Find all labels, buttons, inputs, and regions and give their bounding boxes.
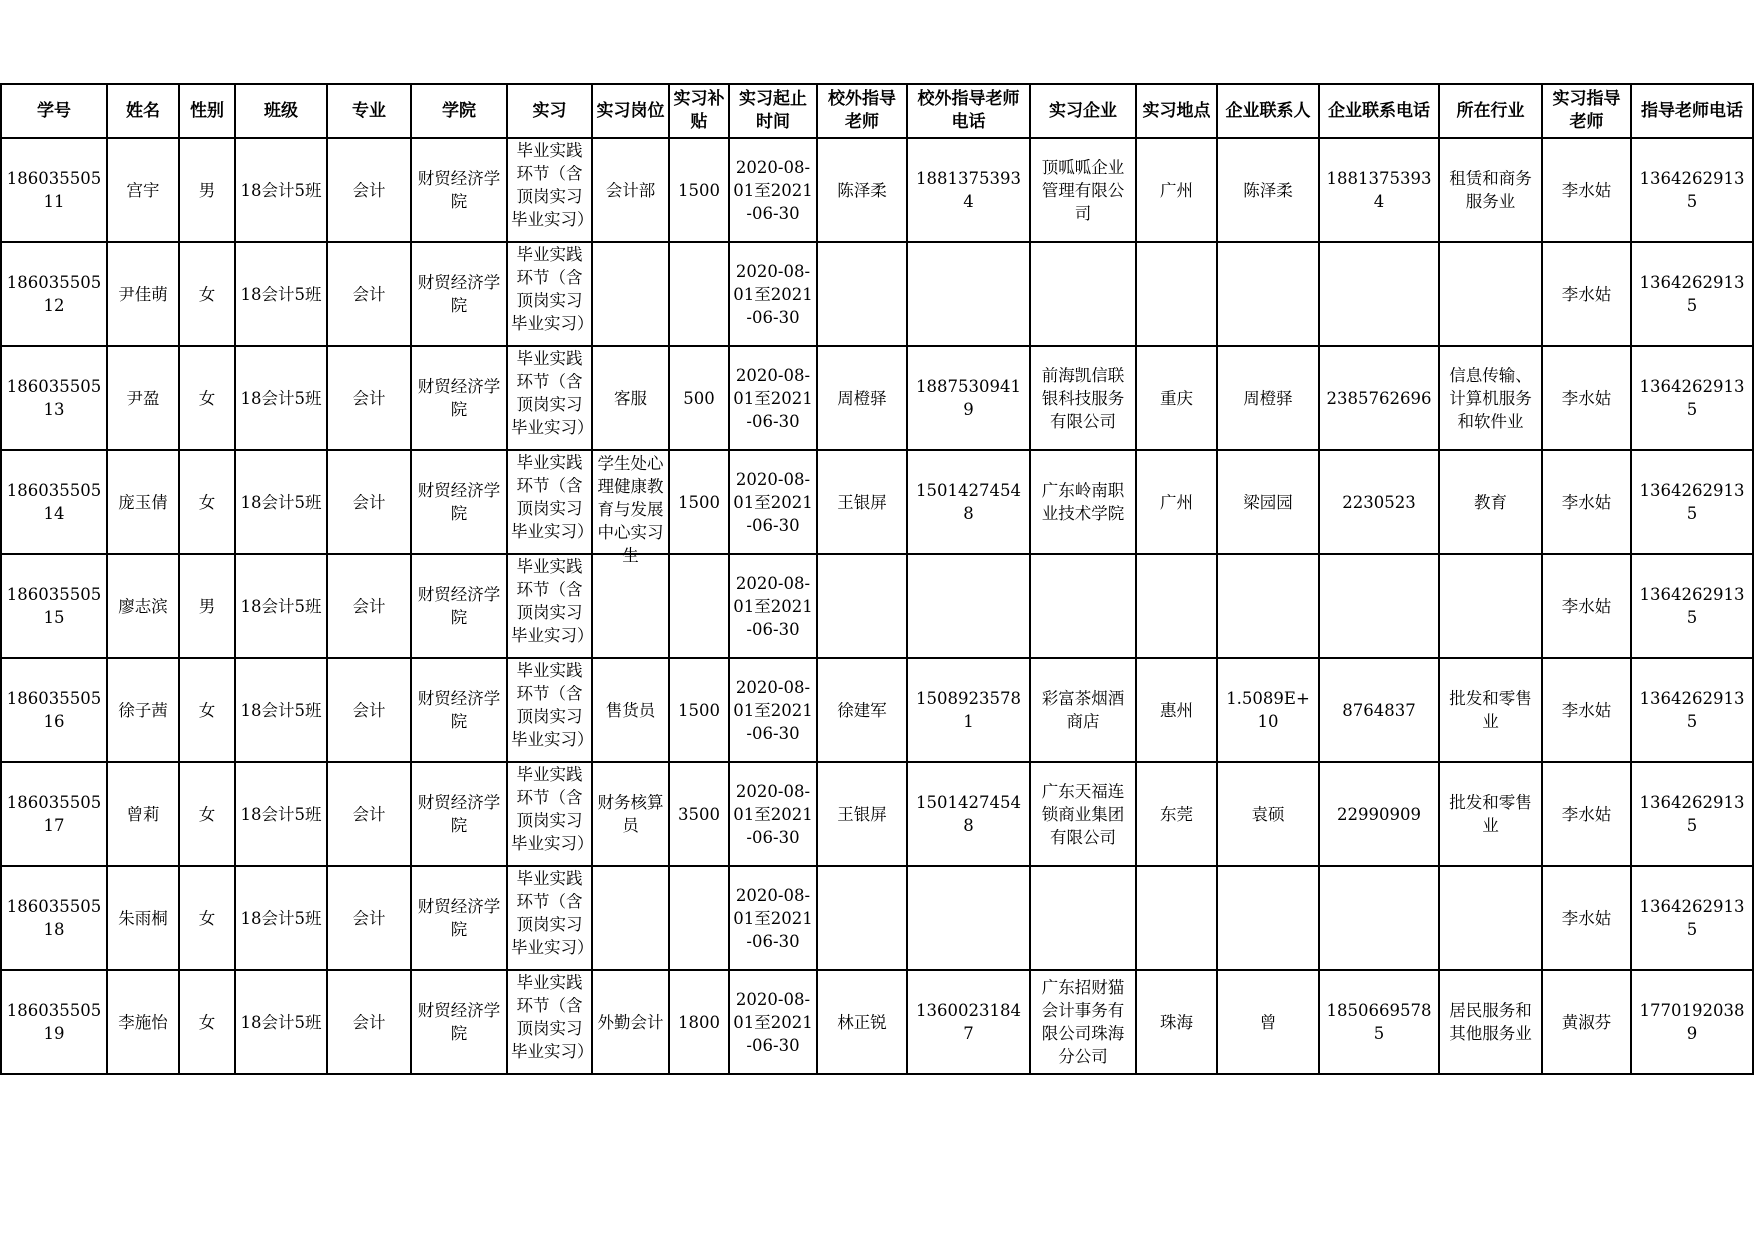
cell-college: 财贸经济学院 — [411, 866, 507, 970]
cell-industry — [1439, 866, 1542, 970]
cell-subsidy — [669, 242, 729, 346]
cell-subsidy: 3500 — [669, 762, 729, 866]
cell-period: 2020-08-01至2021-06-30 — [729, 970, 817, 1074]
column-header-position: 实习岗位 — [592, 84, 669, 138]
cell-location: 重庆 — [1136, 346, 1217, 450]
cell-text: 毕业实践环节（含顶岗实习毕业实习） — [511, 349, 594, 437]
cell-period: 2020-08-01至2021-06-30 — [729, 346, 817, 450]
cell-external-advisor-phone: 18875309419 — [907, 346, 1030, 450]
cell-external-advisor — [817, 242, 907, 346]
cell-college: 财贸经济学院 — [411, 138, 507, 242]
cell-advisor-phone: 13642629135 — [1631, 242, 1753, 346]
cell-company-contact — [1217, 554, 1319, 658]
cell-gender: 女 — [179, 762, 235, 866]
cell-company-contact: 周橙驿 — [1217, 346, 1319, 450]
cell-company-phone — [1319, 866, 1439, 970]
cell-position — [592, 658, 669, 762]
cell-name: 尹佳萌 — [107, 242, 179, 346]
column-header-class: 班级 — [235, 84, 327, 138]
cell-external-advisor: 陈泽柔 — [817, 138, 907, 242]
cell-advisor-phone: 13642629135 — [1631, 554, 1753, 658]
cell-subsidy: 1500 — [669, 658, 729, 762]
cell-major: 会计 — [327, 658, 411, 762]
cell-text: 毕业实践环节（含顶岗实习毕业实习） — [511, 245, 594, 333]
cell-name: 廖志滨 — [107, 554, 179, 658]
cell-company: 顶呱呱企业管理有限公司 — [1030, 138, 1136, 242]
cell-external-advisor-phone: 15014274548 — [907, 762, 1030, 866]
cell-student-id: 18603550516 — [1, 658, 107, 762]
table-row — [1, 346, 1753, 450]
cell-external-advisor — [817, 554, 907, 658]
cell-major: 会计 — [327, 346, 411, 450]
cell-class: 18会计5班 — [235, 658, 327, 762]
cell-advisor-phone: 13642629135 — [1631, 762, 1753, 866]
cell-class: 18会计5班 — [235, 762, 327, 866]
cell-external-advisor: 徐建军 — [817, 658, 907, 762]
cell-advisor-phone: 13642629135 — [1631, 450, 1753, 554]
table-row — [1, 242, 1753, 346]
cell-company-phone: 18506695785 — [1319, 970, 1439, 1074]
cell-class: 18会计5班 — [235, 346, 327, 450]
cell-major: 会计 — [327, 970, 411, 1074]
table-row — [1, 970, 1753, 1074]
cell-advisor-phone: 13642629135 — [1631, 658, 1753, 762]
cell-subsidy: 1800 — [669, 970, 729, 1074]
column-header-major: 专业 — [327, 84, 411, 138]
cell-text: 会计部 — [605, 180, 656, 200]
column-header-internship-advisor: 实习指导老师 — [1542, 84, 1631, 138]
cell-major: 会计 — [327, 866, 411, 970]
cell-position — [592, 866, 669, 970]
cell-internship — [507, 866, 592, 970]
cell-gender: 女 — [179, 450, 235, 554]
cell-text: 毕业实践环节（含顶岗实习毕业实习） — [511, 453, 594, 541]
column-header-internship: 实习 — [507, 84, 592, 138]
header-row — [1, 84, 1753, 138]
cell-gender: 女 — [179, 242, 235, 346]
cell-internship — [507, 138, 592, 242]
cell-gender: 男 — [179, 138, 235, 242]
cell-period: 2020-08-01至2021-06-30 — [729, 554, 817, 658]
cell-advisor-phone: 13642629135 — [1631, 866, 1753, 970]
cell-company: 前海凯信联银科技服务有限公司 — [1030, 346, 1136, 450]
cell-internship — [507, 970, 592, 1074]
cell-external-advisor-phone: 15014274548 — [907, 450, 1030, 554]
cell-name: 庞玉倩 — [107, 450, 179, 554]
cell-name: 李施怡 — [107, 970, 179, 1074]
cell-college: 财贸经济学院 — [411, 346, 507, 450]
cell-external-advisor-phone: 13600231847 — [907, 970, 1030, 1074]
cell-company-phone — [1319, 554, 1439, 658]
table-header — [1, 84, 1753, 138]
cell-text: 毕业实践环节（含顶岗实习毕业实习） — [511, 973, 594, 1061]
cell-major: 会计 — [327, 138, 411, 242]
cell-college: 财贸经济学院 — [411, 242, 507, 346]
cell-name: 宫宇 — [107, 138, 179, 242]
cell-period: 2020-08-01至2021-06-30 — [729, 866, 817, 970]
cell-name: 朱雨桐 — [107, 866, 179, 970]
cell-internship — [507, 450, 592, 554]
cell-location: 东莞 — [1136, 762, 1217, 866]
cell-text: 毕业实践环节（含顶岗实习毕业实习） — [511, 141, 594, 229]
cell-text: 售货员 — [605, 700, 656, 720]
cell-text: 毕业实践环节（含顶岗实习毕业实习） — [511, 869, 594, 957]
cell-company-phone: 8764837 — [1319, 658, 1439, 762]
cell-company: 彩富茶烟酒商店 — [1030, 658, 1136, 762]
cell-name: 曾莉 — [107, 762, 179, 866]
table-row — [1, 138, 1753, 242]
cell-position — [592, 346, 669, 450]
cell-location — [1136, 242, 1217, 346]
cell-student-id: 18603550518 — [1, 866, 107, 970]
cell-period: 2020-08-01至2021-06-30 — [729, 762, 817, 866]
cell-internship-advisor: 李水姑 — [1542, 242, 1631, 346]
cell-internship — [507, 242, 592, 346]
cell-external-advisor: 王银屏 — [817, 450, 907, 554]
cell-major: 会计 — [327, 242, 411, 346]
cell-internship-advisor: 李水姑 — [1542, 346, 1631, 450]
cell-advisor-phone: 17701920389 — [1631, 970, 1753, 1074]
cell-text: 学生处心理健康教育与发展中心实习生 — [597, 454, 664, 565]
cell-company — [1030, 866, 1136, 970]
internship-table — [0, 83, 1754, 1075]
cell-gender: 女 — [179, 866, 235, 970]
cell-college: 财贸经济学院 — [411, 970, 507, 1074]
cell-text: 外勤会计 — [597, 1012, 664, 1032]
cell-advisor-phone: 13642629135 — [1631, 138, 1753, 242]
cell-external-advisor — [817, 866, 907, 970]
cell-subsidy: 1500 — [669, 450, 729, 554]
cell-external-advisor-phone: 15089235781 — [907, 658, 1030, 762]
cell-company: 广东招财猫会计事务有限公司珠海分公司 — [1030, 970, 1136, 1074]
cell-period: 2020-08-01至2021-06-30 — [729, 658, 817, 762]
cell-company-contact: 曾 — [1217, 970, 1319, 1074]
cell-subsidy: 500 — [669, 346, 729, 450]
cell-external-advisor-phone — [907, 242, 1030, 346]
column-header-industry: 所在行业 — [1439, 84, 1542, 138]
cell-class: 18会计5班 — [235, 138, 327, 242]
cell-industry: 批发和零售业 — [1439, 658, 1542, 762]
column-header-location: 实习地点 — [1136, 84, 1217, 138]
cell-industry: 教育 — [1439, 450, 1542, 554]
cell-college: 财贸经济学院 — [411, 450, 507, 554]
cell-class: 18会计5班 — [235, 970, 327, 1074]
cell-company-contact: 袁硕 — [1217, 762, 1319, 866]
cell-college: 财贸经济学院 — [411, 762, 507, 866]
cell-external-advisor-phone — [907, 554, 1030, 658]
cell-college: 财贸经济学院 — [411, 554, 507, 658]
cell-student-id: 18603550515 — [1, 554, 107, 658]
cell-location: 惠州 — [1136, 658, 1217, 762]
cell-company — [1030, 242, 1136, 346]
cell-internship-advisor: 李水姑 — [1542, 138, 1631, 242]
cell-external-advisor: 周橙驿 — [817, 346, 907, 450]
cell-internship-advisor: 李水姑 — [1542, 450, 1631, 554]
cell-college: 财贸经济学院 — [411, 658, 507, 762]
cell-company-contact — [1217, 866, 1319, 970]
table-row — [1, 658, 1753, 762]
cell-industry: 信息传输、计算机服务和软件业 — [1439, 346, 1542, 450]
column-header-college: 学院 — [411, 84, 507, 138]
cell-gender: 女 — [179, 658, 235, 762]
column-header-gender: 性别 — [179, 84, 235, 138]
cell-name: 尹盈 — [107, 346, 179, 450]
cell-student-id: 18603550513 — [1, 346, 107, 450]
cell-location: 广州 — [1136, 138, 1217, 242]
cell-internship-advisor: 李水姑 — [1542, 658, 1631, 762]
column-header-company-contact: 企业联系人 — [1217, 84, 1319, 138]
column-header-external-advisor: 校外指导老师 — [817, 84, 907, 138]
cell-company-contact: 陈泽柔 — [1217, 138, 1319, 242]
cell-name: 徐子茜 — [107, 658, 179, 762]
cell-external-advisor-phone: 18813753934 — [907, 138, 1030, 242]
cell-industry: 批发和零售业 — [1439, 762, 1542, 866]
cell-position — [592, 138, 669, 242]
cell-major: 会计 — [327, 762, 411, 866]
cell-student-id: 18603550519 — [1, 970, 107, 1074]
cell-internship — [507, 762, 592, 866]
cell-company-phone: 2385762696 — [1319, 346, 1439, 450]
cell-text: 财务核算员 — [597, 793, 664, 835]
cell-company-contact — [1217, 242, 1319, 346]
cell-industry — [1439, 554, 1542, 658]
table-row — [1, 450, 1753, 554]
cell-gender: 男 — [179, 554, 235, 658]
cell-company — [1030, 554, 1136, 658]
cell-industry — [1439, 242, 1542, 346]
cell-class: 18会计5班 — [235, 554, 327, 658]
cell-period: 2020-08-01至2021-06-30 — [729, 138, 817, 242]
column-header-company: 实习企业 — [1030, 84, 1136, 138]
cell-gender: 女 — [179, 346, 235, 450]
cell-class: 18会计5班 — [235, 242, 327, 346]
cell-industry: 居民服务和其他服务业 — [1439, 970, 1542, 1074]
cell-subsidy — [669, 866, 729, 970]
cell-location: 广州 — [1136, 450, 1217, 554]
cell-company-phone: 2230523 — [1319, 450, 1439, 554]
cell-location — [1136, 866, 1217, 970]
cell-student-id: 18603550511 — [1, 138, 107, 242]
cell-position — [592, 970, 669, 1074]
cell-internship-advisor: 李水姑 — [1542, 866, 1631, 970]
table-row — [1, 762, 1753, 866]
cell-text: 毕业实践环节（含顶岗实习毕业实习） — [511, 765, 594, 853]
cell-company-contact: 梁园园 — [1217, 450, 1319, 554]
cell-company-contact: 1.5089E+10 — [1217, 658, 1319, 762]
cell-company: 广东天福连锁商业集团有限公司 — [1030, 762, 1136, 866]
cell-company: 广东岭南职业技术学院 — [1030, 450, 1136, 554]
cell-position — [592, 762, 669, 866]
cell-location — [1136, 554, 1217, 658]
cell-student-id: 18603550514 — [1, 450, 107, 554]
column-header-student-id: 学号 — [1, 84, 107, 138]
cell-location: 珠海 — [1136, 970, 1217, 1074]
cell-internship-advisor: 李水姑 — [1542, 762, 1631, 866]
cell-company-phone: 22990909 — [1319, 762, 1439, 866]
cell-internship-advisor: 黄淑芬 — [1542, 970, 1631, 1074]
cell-text: 毕业实践环节（含顶岗实习毕业实习） — [511, 557, 594, 645]
column-header-subsidy: 实习补贴 — [669, 84, 729, 138]
column-header-period: 实习起止时间 — [729, 84, 817, 138]
cell-internship — [507, 554, 592, 658]
cell-subsidy: 1500 — [669, 138, 729, 242]
column-header-advisor-phone: 指导老师电话 — [1631, 84, 1753, 138]
cell-external-advisor-phone — [907, 866, 1030, 970]
cell-text: 毕业实践环节（含顶岗实习毕业实习） — [511, 661, 594, 749]
cell-period: 2020-08-01至2021-06-30 — [729, 450, 817, 554]
table-body — [1, 138, 1753, 1074]
cell-internship — [507, 346, 592, 450]
cell-major: 会计 — [327, 450, 411, 554]
cell-internship-advisor: 李水姑 — [1542, 554, 1631, 658]
table-row — [1, 554, 1753, 658]
column-header-company-phone: 企业联系电话 — [1319, 84, 1439, 138]
cell-period: 2020-08-01至2021-06-30 — [729, 242, 817, 346]
cell-student-id: 18603550517 — [1, 762, 107, 866]
cell-industry: 租赁和商务服务业 — [1439, 138, 1542, 242]
cell-advisor-phone: 13642629135 — [1631, 346, 1753, 450]
cell-student-id: 18603550512 — [1, 242, 107, 346]
cell-external-advisor: 林正锐 — [817, 970, 907, 1074]
cell-company-phone: 18813753934 — [1319, 138, 1439, 242]
cell-company-phone — [1319, 242, 1439, 346]
cell-major: 会计 — [327, 554, 411, 658]
cell-position — [592, 242, 669, 346]
cell-subsidy — [669, 554, 729, 658]
column-header-name: 姓名 — [107, 84, 179, 138]
cell-class: 18会计5班 — [235, 866, 327, 970]
table-row — [1, 866, 1753, 970]
cell-external-advisor: 王银屏 — [817, 762, 907, 866]
cell-text: 客服 — [614, 388, 647, 408]
cell-gender: 女 — [179, 970, 235, 1074]
column-header-external-advisor-phone: 校外指导老师电话 — [907, 84, 1030, 138]
cell-position — [592, 450, 669, 565]
cell-position — [592, 554, 669, 658]
cell-internship — [507, 658, 592, 762]
cell-class: 18会计5班 — [235, 450, 327, 554]
